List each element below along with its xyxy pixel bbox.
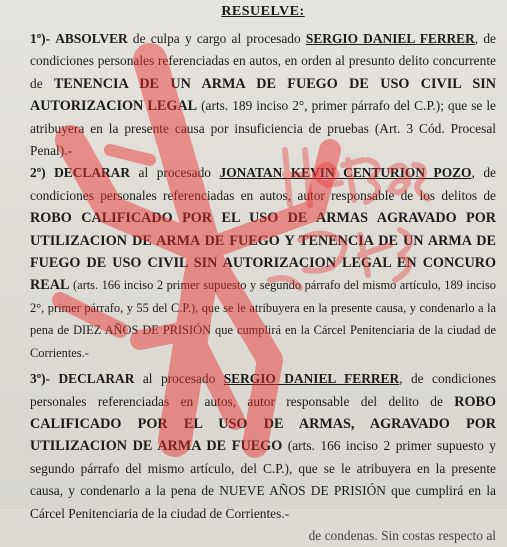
paragraph-2-text-b: , de condiciones personales referenciadas en autos, autor responsable de los delitos de [30,165,496,203]
resolution-text [30,2,496,547]
paragraph-2-text-a: al procesado [130,165,220,181]
paragraph-4-text: de condenas. Sin costas respecto al [308,527,496,543]
resolution-heading: RESUELVE: [221,4,305,19]
paragraph-2-number: 2º) [30,165,46,181]
paragraph-1-text-b: , de condiciones personales referenciadas en autos, en orden al presunto delito concurrente de [30,31,496,91]
paragraph-2 [30,162,496,364]
paragraph-3-verb: DECLARAR [58,371,135,387]
paragraph-1-text-c: (arts. 189 inciso 2°, primer párrafo del C.P.); que se le atribuyera en la presente causa por insuficiencia de pruebas (Art. 3 Cód. Procesal Penal).- [30,98,497,159]
paragraph-3-text-a: al procesado [134,371,224,387]
paragraph-4-partial [30,525,496,547]
paragraph-2-text-c: (arts. 166 inciso 2 primer supuesto y segundo párrafo del mismo artículo, 189 inciso 2°, primer párrafo, y 55 del C.P.), que se le atribuyera en la presente causa, y condenarlo a la pena de DIEZ AÑOS DE PRISIÓN que cumplirá en la Cárcel Penitenciaria de la ciudad de Corrientes.- [30,278,496,360]
paragraph-2-offense: ROBO CALIFICADO POR EL USO DE ARMAS AGRAVADO POR UTILIZACION DE ARMA DE FUEGO Y TENENCIA DE UN ARMA DE FUEGO DE USO CIVIL SIN AUTORIZACION LEGAL EN CONCURO REAL [30,210,496,294]
paragraph-2-defendant: JONATAN KEVIN CENTURION POZO [219,165,472,181]
paragraph-1-verb: ABSOLVER [55,31,128,46]
paragraph-3-number: 3º)- [30,371,51,387]
paragraph-3-defendant: SERGIO DANIEL FERRER [223,371,400,387]
paragraph-3-text-c: (arts. 166 inciso 2 primer supuesto y segundo párrafo del mismo artículo, del C.P.), que se le atribuyera en la presente causa, y condenarlo a la pena de NUEVE AÑOS DE PRISIÓN que cumplirá en la Cárcel Penitenciaria de la ciudad de Corrientes.- [30,438,496,521]
paragraph-1-number: 1º)- [30,31,51,46]
paragraph-1-defendant: SERGIO DANIEL FERRER [305,31,475,46]
paragraph-1-text-a: de culpa y cargo al procesado [127,31,306,46]
paragraph-3 [30,368,496,525]
paragraph-1 [30,28,496,162]
paragraph-1-offense: TENENCIA DE UN ARMA DE FUEGO DE USO CIVIL SIN AUTORIZACION LEGAL [30,75,496,115]
paragraph-2-verb: DECLARAR [54,165,130,181]
paragraph-3-text-b: , de condiciones personales referenciadas en autos, autor responsable del delito de [30,371,496,409]
paragraph-3-offense: ROBO CALIFICADO POR EL USO DE ARMAS, AGRAVADO POR UTILIZACION DE ARMA DE FUEGO [30,393,496,455]
